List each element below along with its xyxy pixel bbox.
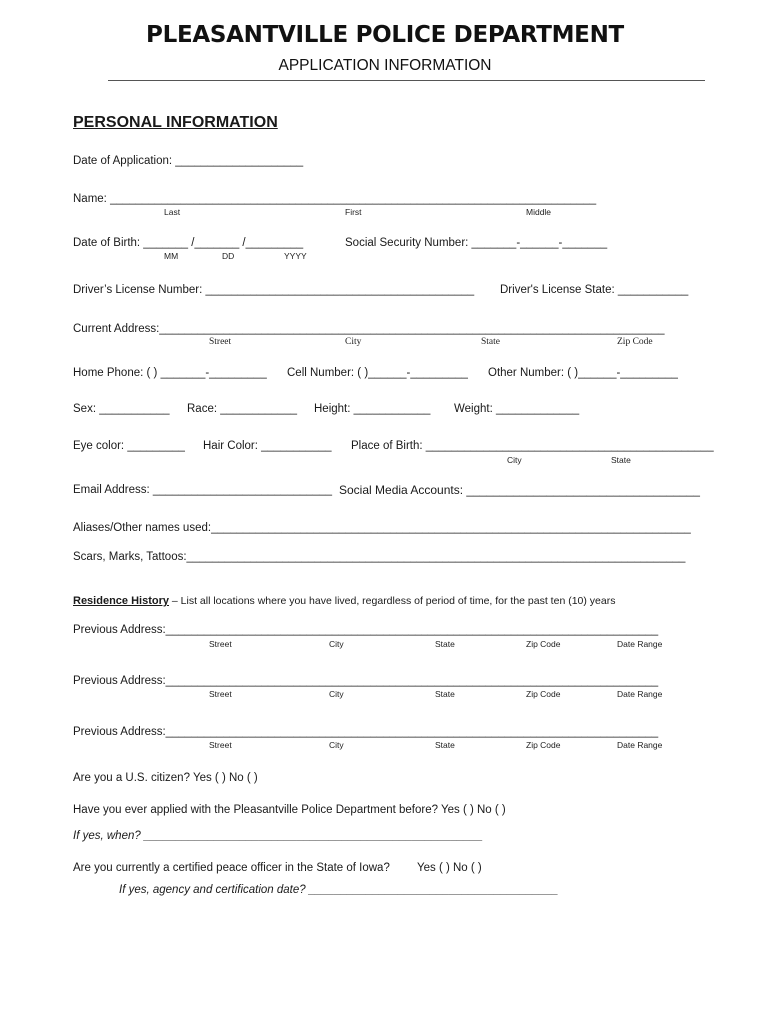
weight-field[interactable]: Weight: _____________: [454, 403, 580, 415]
previous-address-field-3[interactable]: Previous Address:_____________________________________________________________________________: [73, 726, 659, 738]
prev2-sub-city: City: [329, 689, 344, 699]
residence-history-header: [73, 595, 615, 607]
cell-number-field[interactable]: Cell Number: ( )______-_________: [287, 367, 468, 379]
race-field[interactable]: Race: ____________: [187, 403, 297, 415]
applied-before-question[interactable]: Have you ever applied with the Pleasantville Police Department before? Yes ( ) No ( ): [73, 804, 506, 816]
name-sub-middle: Middle: [526, 207, 552, 217]
home-phone-field[interactable]: Home Phone: ( ) _______-_________: [73, 367, 267, 379]
email-address-field[interactable]: Email Address: ____________________________: [73, 484, 332, 496]
name-sub-last: Last: [164, 207, 181, 217]
name-field[interactable]: Name: ____________________________________________________________________________: [73, 193, 597, 205]
prev1-sub-date-range: Date Range: [617, 639, 663, 649]
prev2-sub-date-range: Date Range: [617, 689, 663, 699]
prev3-sub-city: City: [329, 740, 344, 750]
certified-officer-options[interactable]: Yes ( ) No ( ): [417, 862, 482, 874]
scars-marks-tattoos-field[interactable]: Scars, Marks, Tattoos:______________________________________________________________________________: [73, 551, 686, 563]
date-of-birth-field[interactable]: Date of Birth: _______ /_______ /_________: [73, 237, 304, 249]
aliases-field[interactable]: Aliases/Other names used:___________________________________________________________________________: [73, 522, 691, 534]
drivers-license-state-field[interactable]: Driver's License State: ___________: [500, 284, 689, 296]
prev3-sub-street: Street: [209, 740, 232, 750]
dob-sub-dd: DD: [222, 251, 235, 261]
current-address-field[interactable]: Current Address:_______________________________________________________________________________: [73, 323, 665, 335]
other-number-field[interactable]: Other Number: ( )______-_________: [488, 367, 678, 379]
place-of-birth-field[interactable]: Place of Birth: _____________________________________________: [351, 440, 714, 452]
drivers-license-number-field[interactable]: Driver’s License Number: __________________________________________: [73, 284, 475, 296]
department-title: PLEASANTVILLE POLICE DEPARTMENT: [146, 22, 624, 48]
address-sub-state: State: [481, 337, 500, 347]
residence-history-heading: Residence History: [73, 595, 169, 607]
form-subtitle: APPLICATION INFORMATION: [278, 57, 492, 74]
prev3-sub-zip: Zip Code: [526, 740, 561, 750]
pob-sub-city: City: [507, 455, 522, 465]
address-sub-street: Street: [209, 337, 232, 347]
address-sub-zip: Zip Code: [617, 337, 653, 347]
certified-officer-question: Are you currently a certified peace officer in the State of Iowa?: [73, 862, 390, 874]
sex-field[interactable]: Sex: ___________: [73, 403, 170, 415]
prev2-sub-state: State: [435, 689, 455, 699]
social-media-field[interactable]: Social Media Accounts: ___________________________________: [339, 483, 700, 497]
eye-color-field[interactable]: Eye color: _________: [73, 440, 185, 452]
if-yes-when-field[interactable]: If yes, when? _____________________________________________________: [73, 830, 483, 842]
address-sub-city: City: [345, 337, 362, 347]
name-sub-first: First: [345, 207, 362, 217]
prev3-sub-state: State: [435, 740, 455, 750]
prev3-sub-date-range: Date Range: [617, 740, 663, 750]
date-of-application-field[interactable]: Date of Application: ____________________: [73, 155, 304, 167]
agency-certification-date-field[interactable]: If yes, agency and certification date? _______________________________________: [119, 884, 559, 896]
prev1-sub-street: Street: [209, 639, 232, 649]
dob-sub-mm: MM: [164, 251, 179, 261]
prev1-sub-state: State: [435, 639, 455, 649]
prev2-sub-street: Street: [209, 689, 232, 699]
height-field[interactable]: Height: ____________: [314, 403, 431, 415]
hair-color-field[interactable]: Hair Color: ___________: [203, 440, 332, 452]
residence-history-instructions: – List all locations where you have lived, regardless of period of time, for the past ten (10) years: [168, 595, 616, 607]
previous-address-field-1[interactable]: Previous Address:_____________________________________________________________________________: [73, 624, 659, 636]
pob-sub-state: State: [611, 455, 631, 465]
dob-sub-yyyy: YYYY: [284, 251, 307, 261]
header-divider: [108, 80, 705, 81]
ssn-field[interactable]: Social Security Number: _______-______-_______: [345, 237, 608, 249]
prev2-sub-zip: Zip Code: [526, 689, 561, 699]
section-title-personal: PERSONAL INFORMATION: [73, 114, 278, 131]
us-citizen-question[interactable]: Are you a U.S. citizen? Yes ( ) No ( ): [73, 772, 258, 784]
prev1-sub-zip: Zip Code: [526, 639, 561, 649]
previous-address-field-2[interactable]: Previous Address:_____________________________________________________________________________: [73, 675, 659, 687]
prev1-sub-city: City: [329, 639, 344, 649]
